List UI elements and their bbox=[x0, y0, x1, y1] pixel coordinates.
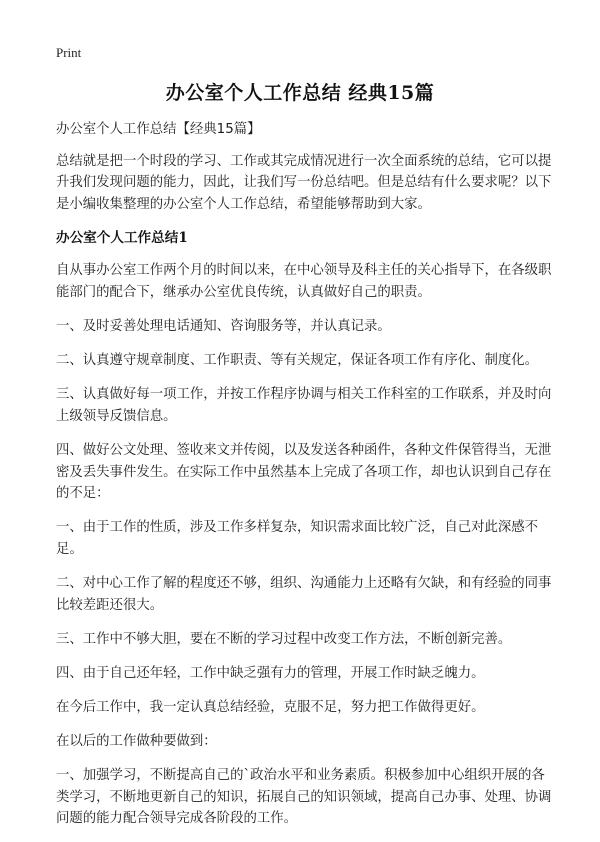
body-paragraph: 一、由于工作的性质，涉及工作多样复杂，知识需求面比较广泛，自己对此深感不足。 bbox=[56, 520, 539, 557]
document-body bbox=[56, 119, 552, 842]
body-paragraph: 四、由于自己还年轻，工作中缺乏强有力的管理，开展工作时缺乏魄力。 bbox=[56, 665, 485, 681]
section-heading: 办公室个人工作总结1 bbox=[56, 229, 188, 246]
body-paragraph: 四、做好公文处理、签收来文并传阅，以及发送各种函件，各种文件保管得当，无泄密及丢失事件发生。在实际工作中虽然基本上完成了各项工作，却也认识到自己存在的不足： bbox=[56, 443, 552, 502]
body-paragraph: 自从事办公室工作两个月的时间以来，在中心领导及科主任的关心指导下，在各级职能部门的配合下，继承办公室优良传统，认真做好自己的职责。 bbox=[56, 263, 552, 301]
body-paragraph: 三、认真做好每一项工作，并按工作程序协调与相关工作科室的工作联系，并及时向上级领导反馈信息。 bbox=[56, 387, 552, 424]
body-paragraph: 一、加强学习，不断提高自己的`政治水平和业务素质。积极参加中心组织开展的各类学习，不断地更新自己的知识，拓展自己的知识领域，提高自己办事、处理、协调问题的能力配合领导完成各阶段的工作。 bbox=[56, 768, 552, 827]
body-paragraph: 在今后工作中，我一定认真总结经验，克服不足，努力把工作做得更好。 bbox=[56, 699, 485, 715]
body-paragraph: 在以后的工作做种要做到： bbox=[56, 733, 217, 749]
body-paragraph: 二、认真遵守规章制度、工作职责、等有关规定，保证各项工作有序化、制度化。 bbox=[56, 353, 539, 369]
page-title: 办公室个人工作总结 经典15篇 bbox=[165, 82, 435, 104]
body-paragraph: 一、及时妥善处理电话通知、咨询服务等，并认真记录。 bbox=[56, 319, 391, 335]
document-subtitle: 办公室个人工作总结【经典15篇】 bbox=[56, 122, 261, 137]
body-paragraph: 二、对中心工作了解的程度还不够，组织、沟通能力上还略有欠缺，和有经验的同事比较差距还很大。 bbox=[56, 576, 552, 613]
intro-paragraph: 总结就是把一个时段的学习、工作或其完成情况进行一次全面系统的总结，它可以提升我们发现问题的能力，因此，让我们写一份总结吧。但是总结有什么要求呢？以下是小编收集整理的办公室个人工作总结，希望能够帮助到大家。 bbox=[56, 153, 552, 212]
print-link[interactable]: Print bbox=[56, 45, 82, 60]
body-paragraph: 三、工作中不够大胆，要在不断的学习过程中改变工作方法，不断创新完善。 bbox=[56, 631, 512, 647]
